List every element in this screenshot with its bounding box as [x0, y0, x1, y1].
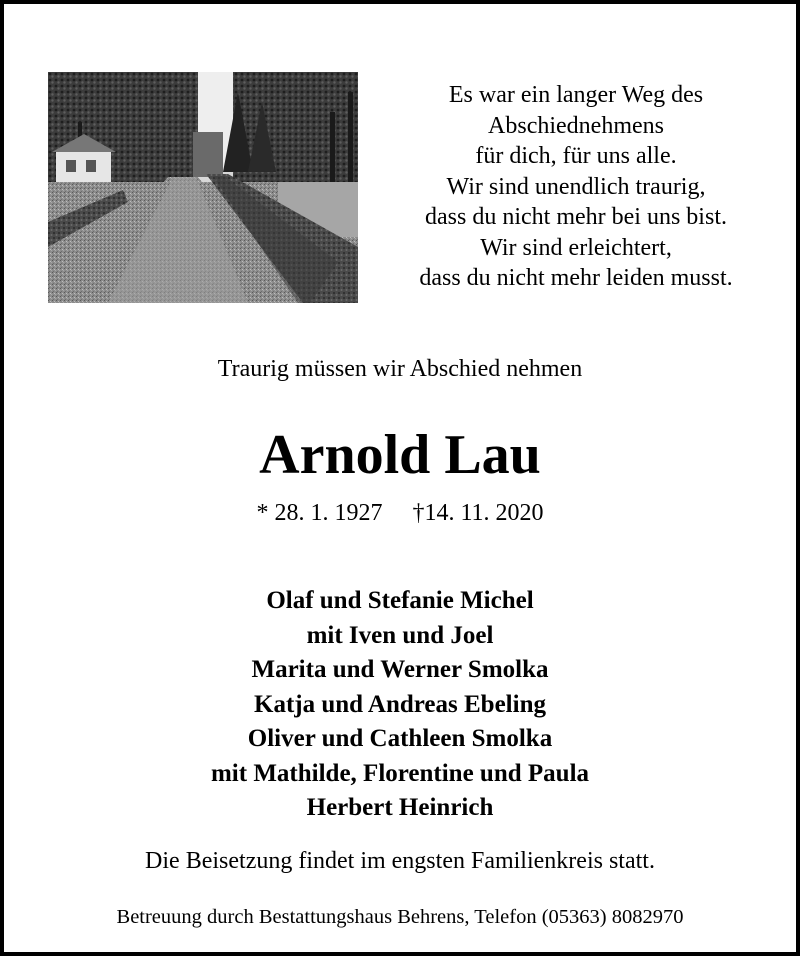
mourners-list	[4, 584, 796, 826]
poem-line: für dich, für uns alle.	[475, 143, 677, 169]
poem-line: dass du nicht mehr leiden musst.	[419, 265, 733, 291]
mourner-line: mit Iven und Joel	[306, 621, 494, 649]
mourner-line: Marita und Werner Smolka	[251, 656, 549, 683]
garden-path-photo	[48, 72, 358, 303]
poem	[386, 80, 766, 294]
funeral-home-footer: Betreuung durch Bestattungshaus Behrens, Telefon (05363) 8082970	[116, 906, 684, 928]
poem-line: Wir sind unendlich traurig,	[446, 173, 706, 200]
death-date: †14. 11. 2020	[412, 500, 544, 526]
deceased-name: Arnold Lau	[259, 424, 541, 486]
poem-line: Wir sind erleichtert,	[480, 234, 672, 261]
mourner-line: Olaf und Stefanie Michel	[266, 587, 534, 614]
mourner-line: Herbert Heinrich	[306, 794, 494, 821]
poem-line: Abschiednehmens	[488, 112, 664, 139]
funeral-note: Die Beisetzung findet im engsten Familienkreis statt.	[145, 848, 655, 874]
mourner-line: Katja und Andreas Ebeling	[254, 690, 546, 718]
poem-line: Es war ein langer Weg des	[448, 82, 704, 108]
life-dates	[4, 498, 796, 528]
mourner-line: mit Mathilde, Florentine und Paula	[210, 759, 590, 787]
poem-line: dass du nicht mehr bei uns bist.	[425, 204, 727, 230]
mourner-line: Oliver und Cathleen Smolka	[247, 725, 553, 752]
birth-date: * 28. 1. 1927	[256, 500, 383, 526]
intro-text: Traurig müssen wir Abschied nehmen	[217, 356, 583, 382]
